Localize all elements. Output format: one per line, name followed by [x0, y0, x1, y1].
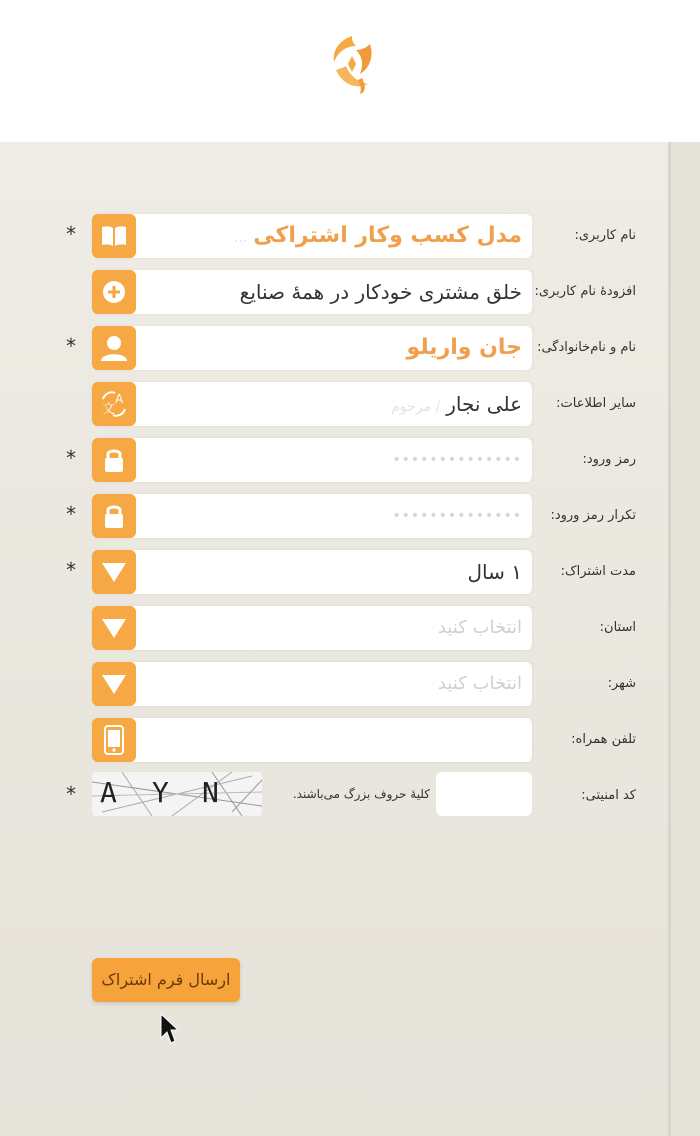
dropdown-icon[interactable]	[92, 606, 136, 650]
field-value-text: جان واریلو	[406, 335, 522, 360]
lock-icon	[92, 494, 136, 538]
lock-icon	[92, 438, 136, 482]
field-value-text: انتخاب کنید	[437, 617, 522, 638]
input-field[interactable]	[92, 438, 532, 482]
field-value	[407, 326, 522, 370]
captcha-row	[0, 772, 700, 820]
required-mark: *	[66, 334, 76, 358]
form-row	[0, 380, 700, 428]
field-value	[240, 270, 522, 314]
field-value	[391, 382, 522, 426]
captcha-char: Y	[152, 776, 169, 809]
input-field[interactable]	[92, 494, 532, 538]
captcha-label: کد امنیتی:	[581, 788, 636, 803]
field-value-text: خلق مشتری خودکار در همهٔ صنایع	[239, 280, 522, 304]
field-value	[438, 606, 522, 650]
submit-button[interactable]: ارسال فرم اشتراک	[92, 958, 240, 1002]
field-value-text: ••••••••••••••	[392, 452, 522, 468]
field-label: رمز ورود:	[582, 452, 636, 467]
field-hint: ...	[233, 230, 248, 246]
field-label: مدت اشتراک:	[560, 564, 636, 579]
dropdown-icon[interactable]	[92, 550, 136, 594]
plus-circle-icon	[92, 270, 136, 314]
form-row	[0, 660, 700, 708]
input-field[interactable]	[92, 718, 532, 762]
required-mark: *	[66, 502, 76, 526]
field-value	[392, 494, 522, 538]
book-icon	[92, 214, 136, 258]
field-value-text: ۱ سال	[467, 560, 522, 584]
dropdown-icon[interactable]	[92, 662, 136, 706]
field-value-text: ••••••••••••••	[392, 508, 522, 524]
field-value-text: مدل کسب وکار اشتراکی	[253, 223, 522, 248]
captcha-noise	[92, 772, 262, 816]
field-value	[438, 662, 522, 706]
captcha-input[interactable]	[436, 772, 532, 816]
input-field[interactable]	[92, 326, 532, 370]
translate-icon	[92, 382, 136, 426]
input-field[interactable]	[92, 270, 532, 314]
logo-icon	[322, 30, 382, 98]
field-value	[234, 214, 522, 258]
input-field[interactable]	[92, 662, 532, 706]
mobile-icon	[92, 718, 136, 762]
field-label: نام کاربری:	[574, 228, 636, 243]
input-field[interactable]	[92, 214, 532, 258]
input-field[interactable]	[92, 606, 532, 650]
form-row	[0, 268, 700, 316]
form-row	[0, 716, 700, 764]
required-mark: *	[66, 782, 76, 806]
field-value-text: انتخاب کنید	[437, 673, 522, 694]
field-value-text: علی نجار	[446, 392, 522, 416]
field-label: نام و نام‌خانوادگی:	[537, 340, 636, 355]
form-row	[0, 212, 700, 260]
form-row	[0, 436, 700, 484]
user-icon	[92, 326, 136, 370]
field-label: شهر:	[607, 676, 636, 691]
field-label: سایر اطلاعات:	[556, 396, 636, 411]
captcha-char: A	[100, 776, 117, 809]
field-value	[392, 438, 522, 482]
field-hint: / مرحوم	[391, 399, 441, 415]
header	[0, 0, 700, 142]
captcha-image	[92, 772, 262, 816]
form-row	[0, 604, 700, 652]
input-field[interactable]	[92, 550, 532, 594]
required-mark: *	[66, 446, 76, 470]
svg-text:A: A	[115, 392, 124, 406]
field-label: افزودهٔ نام کاربری:	[534, 284, 636, 299]
required-mark: *	[66, 222, 76, 246]
mouse-cursor-icon	[158, 1012, 178, 1046]
field-value	[468, 550, 523, 594]
field-label: استان:	[599, 620, 636, 635]
form-row	[0, 492, 700, 540]
captcha-char: N	[202, 776, 219, 809]
form-row	[0, 324, 700, 372]
required-mark: *	[66, 558, 76, 582]
captcha-note: کلیهٔ حروف بزرگ می‌باشند.	[292, 787, 430, 801]
form-row	[0, 548, 700, 596]
svg-text:文: 文	[102, 402, 116, 417]
field-label: تلفن همراه:	[571, 732, 636, 747]
input-field[interactable]	[92, 382, 532, 426]
field-label: تکرار رمز ورود:	[550, 508, 636, 523]
